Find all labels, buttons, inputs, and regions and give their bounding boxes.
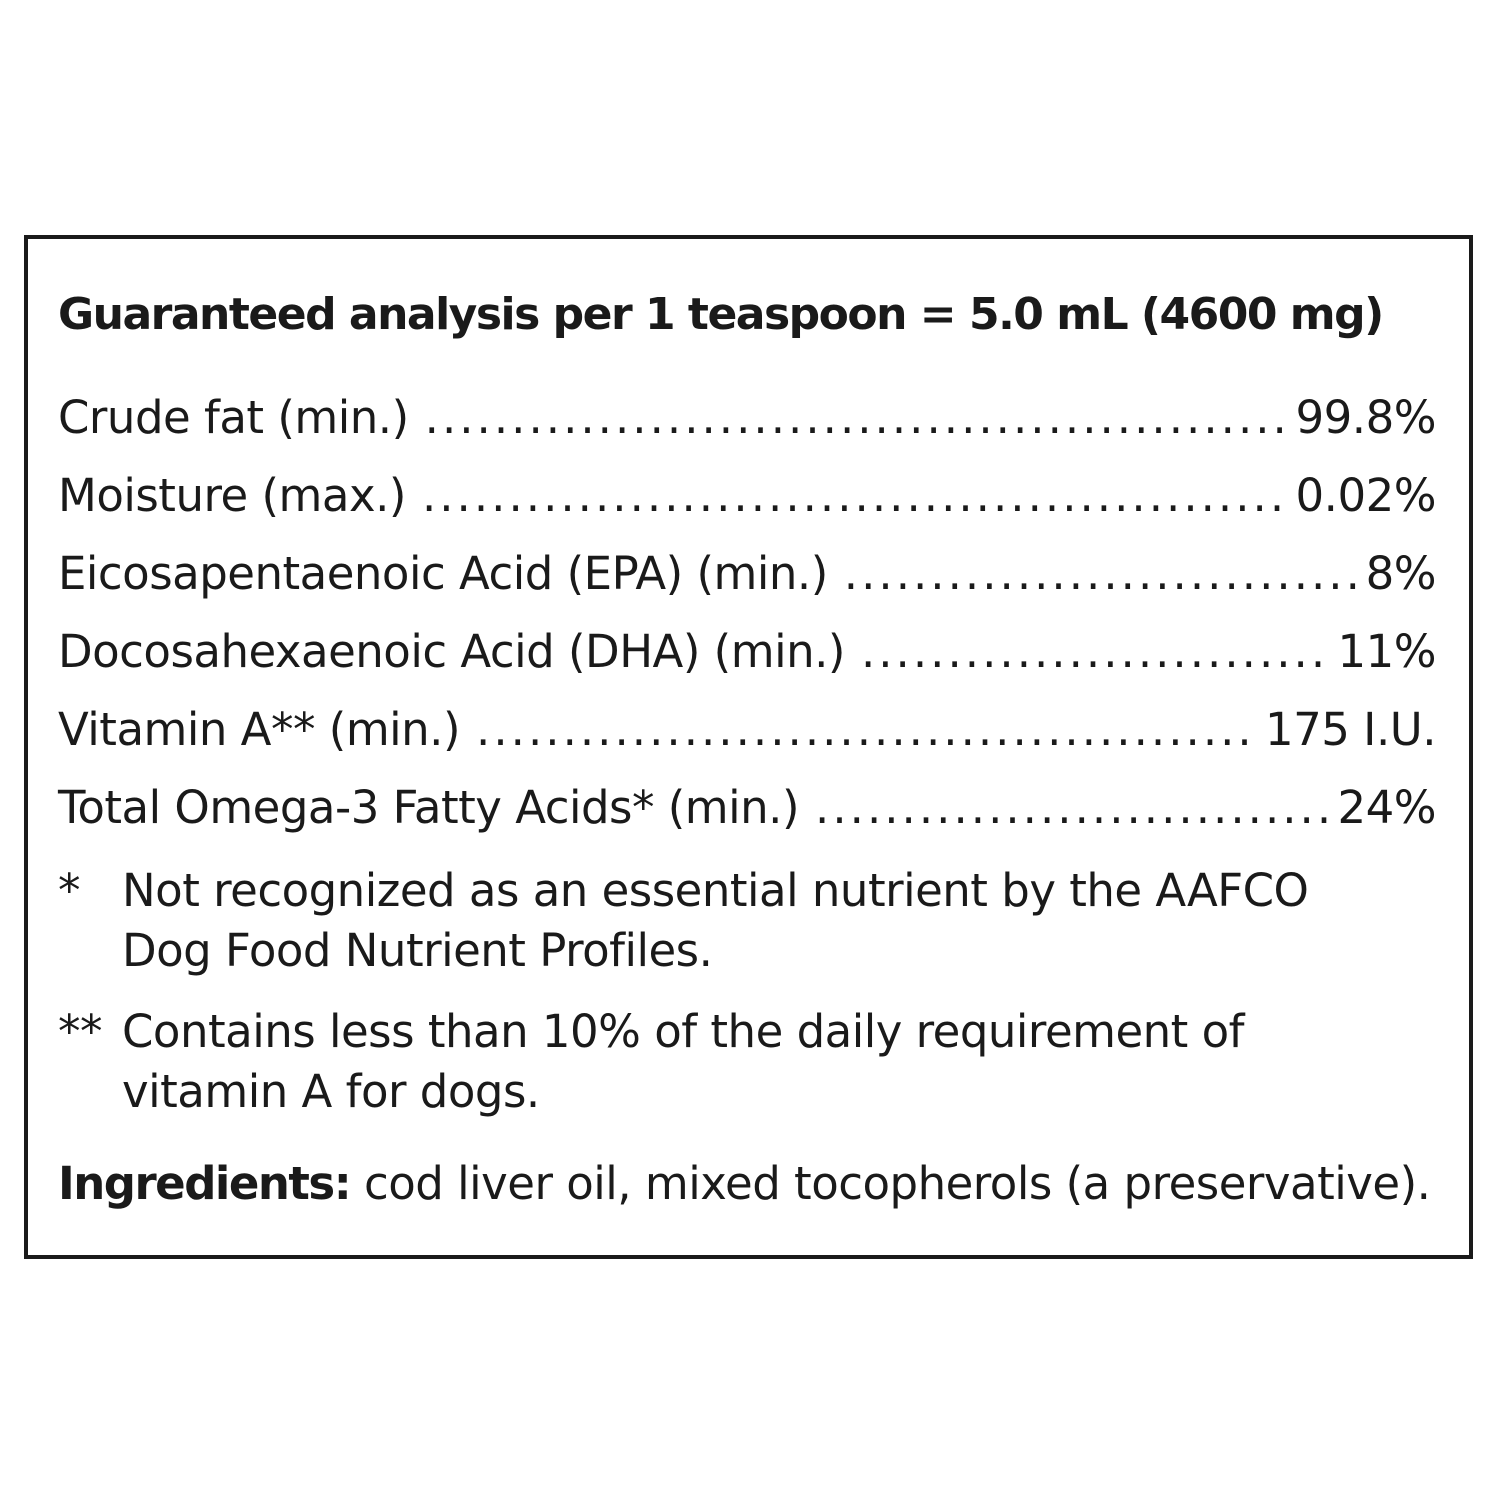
footnote-text: Contains less than 10% of the daily requirement of vitamin A for dogs. <box>122 1005 1244 1118</box>
analysis-row-omega-3 <box>58 769 1436 847</box>
dot-leader <box>815 769 1329 847</box>
analysis-row-vitamin-a <box>58 691 1436 769</box>
analysis-row-moisture <box>58 457 1436 535</box>
footnote-mark: ** <box>58 1005 102 1058</box>
ingredients-text: cod liver oil, mixed tocopherols (a preservative). <box>350 1157 1431 1210</box>
nutrient-name: Docosahexaenoic Acid (DHA) (min.) <box>58 625 845 678</box>
nutrient-name: Crude fat (min.) <box>58 391 409 444</box>
analysis-heading: Guaranteed analysis per 1 teaspoon = 5.0 mL (4600 mg) <box>58 289 1383 340</box>
footnote-mark: * <box>58 864 80 917</box>
analysis-row-epa <box>58 535 1436 613</box>
dot-leader <box>476 691 1257 769</box>
nutrient-name: Vitamin A** (min.) <box>58 703 461 756</box>
nutrient-value: 8% <box>1365 547 1436 600</box>
footnote-double-asterisk <box>58 1002 1438 1122</box>
dot-leader <box>422 457 1288 535</box>
nutrient-value: 175 I.U. <box>1264 703 1436 756</box>
nutrient-name: Total Omega-3 Fatty Acids* (min.) <box>58 781 800 834</box>
nutrient-value: 24% <box>1337 781 1436 834</box>
dot-leader <box>844 535 1358 613</box>
guaranteed-analysis-panel <box>24 235 1473 1259</box>
dot-leader <box>861 613 1330 691</box>
ingredients-line <box>58 1154 1430 1214</box>
nutrient-value: 11% <box>1337 625 1436 678</box>
analysis-row-dha <box>58 613 1436 691</box>
analysis-table <box>58 379 1436 847</box>
footnote-single-asterisk <box>58 861 1438 981</box>
ingredients-label: Ingredients: <box>58 1157 351 1210</box>
nutrient-value: 0.02% <box>1295 469 1436 522</box>
analysis-row-crude-fat <box>58 379 1436 457</box>
nutrient-value: 99.8% <box>1295 391 1436 444</box>
nutrient-name: Eicosapentaenoic Acid (EPA) (min.) <box>58 547 828 600</box>
dot-leader <box>425 379 1288 457</box>
nutrient-name: Moisture (max.) <box>58 469 406 522</box>
footnote-text: Not recognized as an essential nutrient by the AAFCO Dog Food Nutrient Profiles. <box>122 864 1309 977</box>
